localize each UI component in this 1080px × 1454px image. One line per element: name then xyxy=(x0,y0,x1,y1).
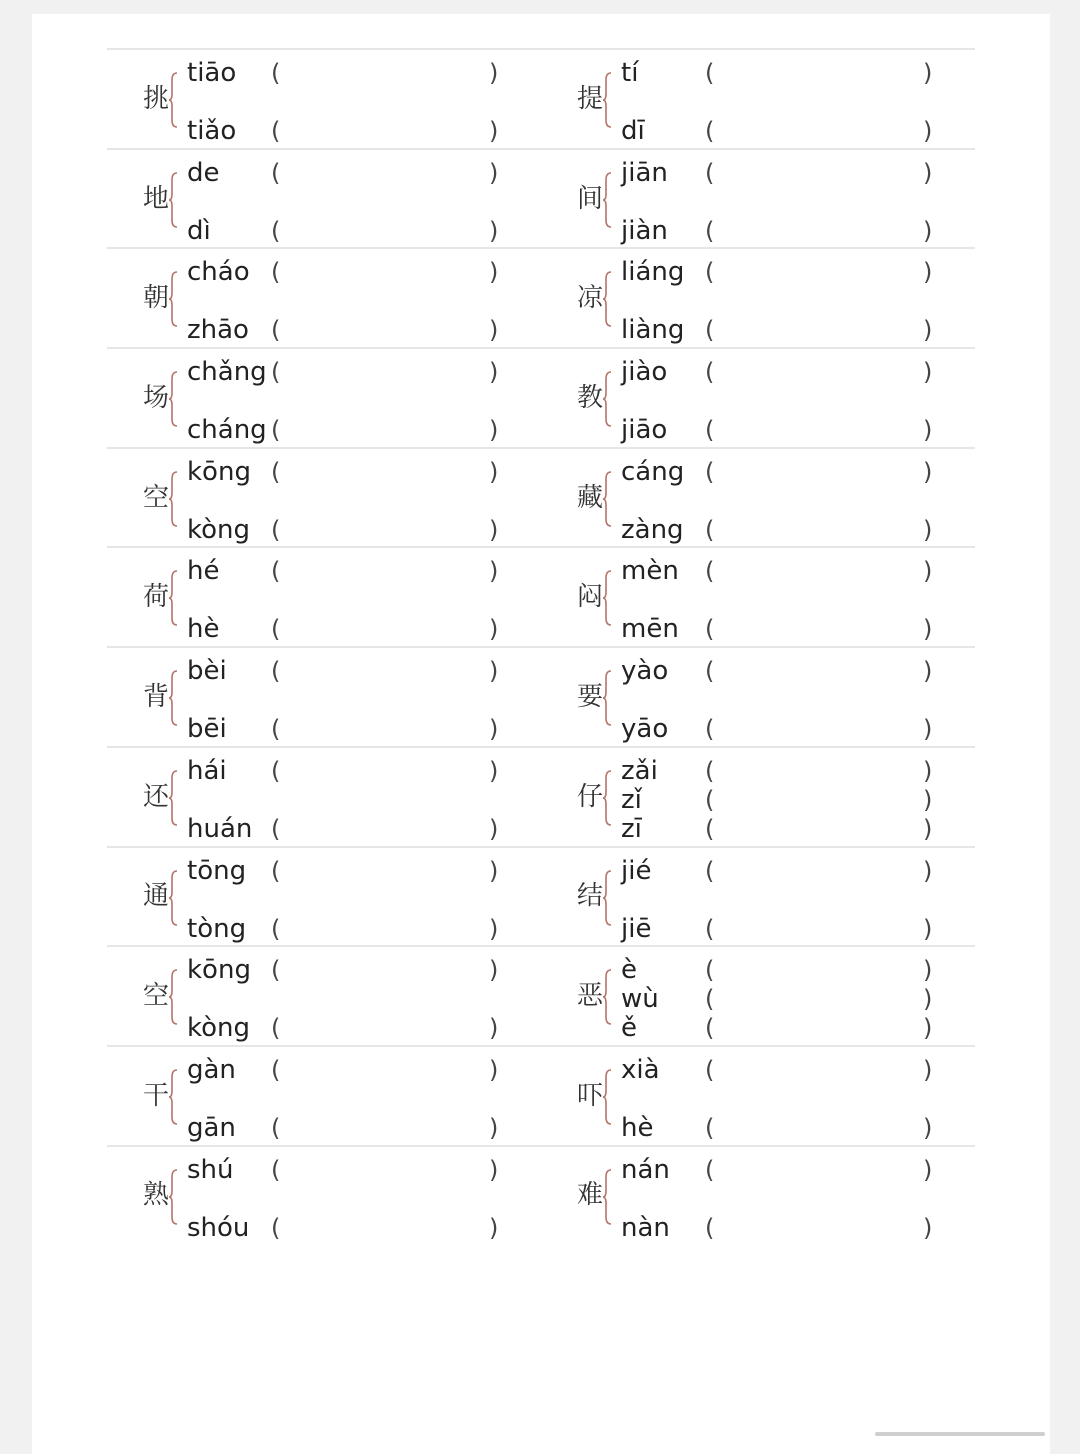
pinyin-reading: zī xyxy=(621,813,642,844)
pinyin-reading: zàng xyxy=(621,514,684,545)
answer-blank-close[interactable]: ) xyxy=(489,117,499,145)
answer-blank-open[interactable]: ( xyxy=(271,358,281,387)
answer-blank-close[interactable]: ) xyxy=(923,756,933,785)
answer-blank-open[interactable]: ( xyxy=(705,59,715,87)
pinyin-reading: xià xyxy=(621,1054,660,1085)
answer-blank-close[interactable]: ) xyxy=(923,1155,933,1184)
character: 凉 xyxy=(577,283,604,314)
pinyin-reading: wù xyxy=(621,984,659,1015)
pinyin-reading: kōng xyxy=(187,955,251,986)
answer-blank-close[interactable]: ) xyxy=(489,715,499,744)
answer-blank-close[interactable]: ) xyxy=(923,657,933,686)
pinyin-reading: cháng xyxy=(187,415,267,446)
answer-blank-open[interactable]: ( xyxy=(271,557,281,586)
answer-blank-open[interactable]: ( xyxy=(705,856,715,885)
answer-blank-close[interactable]: ) xyxy=(489,515,499,544)
answer-blank-close[interactable]: ) xyxy=(923,416,933,445)
polyphone-entry xyxy=(541,50,975,148)
answer-blank-close[interactable]: ) xyxy=(923,956,933,985)
answer-blank-open[interactable]: ( xyxy=(271,158,281,187)
pinyin-reading: jiàn xyxy=(621,215,668,246)
brace-icon xyxy=(603,371,613,427)
answer-blank-open[interactable]: ( xyxy=(705,1113,715,1142)
answer-blank-open[interactable]: ( xyxy=(271,117,281,145)
polyphone-entry xyxy=(107,50,541,148)
answer-blank-close[interactable]: ) xyxy=(489,756,499,785)
polyphone-entry xyxy=(541,1147,975,1245)
pinyin-reading: jiāo xyxy=(621,415,668,446)
answer-blank-open[interactable]: ( xyxy=(705,914,715,943)
brace-icon xyxy=(603,271,613,327)
pinyin-reading: mèn xyxy=(621,556,679,587)
answer-blank-open[interactable]: ( xyxy=(705,785,715,814)
polyphone-entry xyxy=(107,848,541,946)
answer-blank-close[interactable]: ) xyxy=(923,316,933,345)
table-row xyxy=(107,846,975,946)
polyphone-entry xyxy=(541,848,975,946)
answer-blank-close[interactable]: ) xyxy=(923,1055,933,1084)
answer-blank-open[interactable]: ( xyxy=(271,216,281,245)
answer-blank-open[interactable]: ( xyxy=(705,117,715,145)
polyphone-entry xyxy=(541,648,975,746)
answer-blank-open[interactable]: ( xyxy=(271,1055,281,1084)
answer-blank-open[interactable]: ( xyxy=(705,1055,715,1084)
answer-blank-open[interactable]: ( xyxy=(705,258,715,287)
answer-blank-open[interactable]: ( xyxy=(271,715,281,744)
answer-blank-close[interactable]: ) xyxy=(923,59,933,87)
answer-blank-close[interactable]: ) xyxy=(923,785,933,814)
answer-blank-close[interactable]: ) xyxy=(489,856,499,885)
brace-icon xyxy=(169,371,179,427)
table-row xyxy=(107,1045,975,1145)
table-row xyxy=(107,546,975,646)
polyphone-entry xyxy=(107,947,541,1045)
answer-blank-open[interactable]: ( xyxy=(271,457,281,486)
answer-blank-open[interactable]: ( xyxy=(705,657,715,686)
brace-icon xyxy=(603,471,613,527)
scroll-indicator xyxy=(875,1432,1045,1436)
polyphone-entry xyxy=(541,150,975,248)
brace-icon xyxy=(169,471,179,527)
pinyin-reading: cháo xyxy=(187,257,250,288)
answer-blank-open[interactable]: ( xyxy=(271,316,281,345)
pinyin-reading: tiǎo xyxy=(187,116,237,146)
answer-blank-close[interactable]: ) xyxy=(923,615,933,644)
answer-blank-close[interactable]: ) xyxy=(489,914,499,943)
table-row xyxy=(107,48,975,148)
pinyin-reading: hè xyxy=(621,1112,654,1143)
polyphone-table xyxy=(107,48,975,1244)
polyphone-entry xyxy=(107,748,541,846)
polyphone-entry xyxy=(541,249,975,347)
brace-icon xyxy=(169,271,179,327)
answer-blank-open[interactable]: ( xyxy=(705,216,715,245)
polyphone-entry xyxy=(107,449,541,547)
character: 还 xyxy=(143,781,170,812)
brace-icon xyxy=(169,570,179,626)
polyphone-entry xyxy=(107,249,541,347)
pinyin-reading: cáng xyxy=(621,456,685,487)
polyphone-entry xyxy=(107,1147,541,1245)
answer-blank-open[interactable]: ( xyxy=(705,1213,715,1242)
answer-blank-open[interactable]: ( xyxy=(271,914,281,943)
character: 闷 xyxy=(577,582,604,613)
answer-blank-close[interactable]: ) xyxy=(923,814,933,843)
character: 通 xyxy=(143,881,170,912)
brace-icon xyxy=(603,1169,613,1225)
brace-icon xyxy=(603,770,613,826)
pinyin-reading: jiē xyxy=(621,913,652,944)
pinyin-reading: tòng xyxy=(187,913,247,944)
answer-blank-open[interactable]: ( xyxy=(705,756,715,785)
answer-blank-open[interactable]: ( xyxy=(271,1014,281,1043)
pinyin-reading: nán xyxy=(621,1154,670,1185)
answer-blank-close[interactable]: ) xyxy=(923,914,933,943)
brace-icon xyxy=(603,72,613,128)
pinyin-reading: de xyxy=(187,157,220,188)
pinyin-reading: gàn xyxy=(187,1054,236,1085)
table-row xyxy=(107,447,975,547)
answer-blank-open[interactable]: ( xyxy=(705,416,715,445)
answer-blank-open[interactable]: ( xyxy=(705,814,715,843)
pinyin-reading: kòng xyxy=(187,514,251,545)
answer-blank-close[interactable]: ) xyxy=(923,1213,933,1242)
pinyin-reading: ě xyxy=(621,1013,637,1044)
pinyin-reading: jiān xyxy=(621,157,668,188)
polyphone-entry xyxy=(541,1047,975,1145)
brace-icon xyxy=(169,72,179,128)
character: 空 xyxy=(143,482,170,513)
table-row xyxy=(107,247,975,347)
answer-blank-close[interactable]: ) xyxy=(489,258,499,287)
character: 教 xyxy=(577,382,604,413)
pinyin-reading: zhāo xyxy=(187,315,249,346)
pinyin-reading: nàn xyxy=(621,1212,670,1243)
answer-blank-open[interactable]: ( xyxy=(271,59,281,87)
character: 空 xyxy=(143,981,170,1012)
polyphone-entry xyxy=(107,1047,541,1145)
pinyin-reading: jiào xyxy=(621,357,668,388)
answer-blank-close[interactable]: ) xyxy=(489,814,499,843)
answer-blank-open[interactable]: ( xyxy=(705,956,715,985)
pinyin-reading: kōng xyxy=(187,456,251,487)
brace-icon xyxy=(603,1069,613,1125)
table-row xyxy=(107,148,975,248)
polyphone-entry xyxy=(541,548,975,646)
polyphone-entry xyxy=(541,349,975,447)
answer-blank-close[interactable]: ) xyxy=(489,216,499,245)
table-row xyxy=(107,347,975,447)
character: 地 xyxy=(143,183,170,214)
brace-icon xyxy=(603,172,613,228)
answer-blank-close[interactable]: ) xyxy=(489,316,499,345)
answer-blank-open[interactable]: ( xyxy=(271,1155,281,1184)
answer-blank-close[interactable]: ) xyxy=(489,1113,499,1142)
answer-blank-close[interactable]: ) xyxy=(923,557,933,586)
polyphone-entry xyxy=(107,150,541,248)
pinyin-reading: liàng xyxy=(621,315,685,346)
answer-blank-close[interactable]: ) xyxy=(923,515,933,544)
pinyin-reading: bēi xyxy=(187,714,227,745)
polyphone-entry xyxy=(107,349,541,447)
answer-blank-close[interactable]: ) xyxy=(489,358,499,387)
brace-icon xyxy=(169,1169,179,1225)
character: 恶 xyxy=(577,981,604,1012)
brace-icon xyxy=(169,870,179,926)
character: 吓 xyxy=(577,1080,604,1111)
pinyin-reading: kòng xyxy=(187,1013,251,1044)
brace-icon xyxy=(169,969,179,1025)
pinyin-reading: zǎi xyxy=(621,755,658,786)
answer-blank-close[interactable]: ) xyxy=(489,457,499,486)
character: 场 xyxy=(143,382,170,413)
answer-blank-open[interactable]: ( xyxy=(271,258,281,287)
answer-blank-open[interactable]: ( xyxy=(705,515,715,544)
answer-blank-open[interactable]: ( xyxy=(271,814,281,843)
pinyin-reading: hè xyxy=(187,614,220,645)
brace-icon xyxy=(603,969,613,1025)
answer-blank-close[interactable]: ) xyxy=(489,657,499,686)
answer-blank-open[interactable]: ( xyxy=(271,1213,281,1242)
pinyin-reading: hái xyxy=(187,755,227,786)
pinyin-reading: jié xyxy=(621,855,652,886)
character: 结 xyxy=(577,881,604,912)
character: 挑 xyxy=(143,83,170,114)
pinyin-reading: yào xyxy=(621,656,669,687)
answer-blank-open[interactable]: ( xyxy=(271,416,281,445)
answer-blank-close[interactable]: ) xyxy=(923,358,933,387)
answer-blank-close[interactable]: ) xyxy=(923,1113,933,1142)
pinyin-reading: chǎng xyxy=(187,357,267,388)
pinyin-reading: hé xyxy=(187,556,220,587)
answer-blank-close[interactable]: ) xyxy=(489,1014,499,1043)
answer-blank-open[interactable]: ( xyxy=(705,615,715,644)
character: 间 xyxy=(577,183,604,214)
answer-blank-close[interactable]: ) xyxy=(489,615,499,644)
character: 要 xyxy=(577,681,604,712)
answer-blank-open[interactable]: ( xyxy=(271,856,281,885)
brace-icon xyxy=(603,870,613,926)
character: 提 xyxy=(577,83,604,114)
polyphone-entry xyxy=(541,947,975,1045)
answer-blank-open[interactable]: ( xyxy=(705,1155,715,1184)
answer-blank-close[interactable]: ) xyxy=(923,117,933,145)
pinyin-reading: yāo xyxy=(621,714,669,745)
character: 朝 xyxy=(143,283,170,314)
character: 背 xyxy=(143,681,170,712)
answer-blank-open[interactable]: ( xyxy=(705,985,715,1014)
answer-blank-open[interactable]: ( xyxy=(705,358,715,387)
brace-icon xyxy=(603,570,613,626)
pinyin-reading: tiāo xyxy=(187,58,237,88)
answer-blank-close[interactable]: ) xyxy=(489,1213,499,1242)
brace-icon xyxy=(169,172,179,228)
pinyin-reading: gān xyxy=(187,1112,236,1143)
answer-blank-open[interactable]: ( xyxy=(271,1113,281,1142)
answer-blank-close[interactable]: ) xyxy=(489,59,499,87)
answer-blank-open[interactable]: ( xyxy=(271,657,281,686)
pinyin-reading: huán xyxy=(187,813,253,844)
answer-blank-open[interactable]: ( xyxy=(705,316,715,345)
answer-blank-open[interactable]: ( xyxy=(271,515,281,544)
answer-blank-close[interactable]: ) xyxy=(489,956,499,985)
answer-blank-close[interactable]: ) xyxy=(489,1155,499,1184)
table-row xyxy=(107,646,975,746)
pinyin-reading: shóu xyxy=(187,1212,250,1243)
character: 熟 xyxy=(143,1180,170,1211)
polyphone-entry xyxy=(107,648,541,746)
pinyin-reading: è xyxy=(621,955,637,986)
answer-blank-open[interactable]: ( xyxy=(271,756,281,785)
pinyin-reading: shú xyxy=(187,1154,234,1185)
polyphone-entry xyxy=(541,449,975,547)
pinyin-reading: zǐ xyxy=(621,784,642,815)
brace-icon xyxy=(169,770,179,826)
answer-blank-close[interactable]: ) xyxy=(489,557,499,586)
character: 仔 xyxy=(577,781,604,812)
answer-blank-open[interactable]: ( xyxy=(705,1014,715,1043)
answer-blank-close[interactable]: ) xyxy=(489,1055,499,1084)
character: 荷 xyxy=(143,582,170,613)
character: 干 xyxy=(143,1080,170,1111)
table-row xyxy=(107,1145,975,1245)
pinyin-reading: dì xyxy=(187,215,211,246)
answer-blank-close[interactable]: ) xyxy=(923,715,933,744)
pinyin-reading: mēn xyxy=(621,614,679,645)
pinyin-reading: liáng xyxy=(621,257,685,288)
answer-blank-close[interactable]: ) xyxy=(489,416,499,445)
answer-blank-open[interactable]: ( xyxy=(705,457,715,486)
answer-blank-open[interactable]: ( xyxy=(271,615,281,644)
table-row xyxy=(107,945,975,1045)
answer-blank-close[interactable]: ) xyxy=(489,158,499,187)
brace-icon xyxy=(603,670,613,726)
brace-icon xyxy=(169,1069,179,1125)
answer-blank-open[interactable]: ( xyxy=(271,956,281,985)
pinyin-reading: bèi xyxy=(187,656,227,687)
brace-icon xyxy=(169,670,179,726)
character: 藏 xyxy=(577,482,604,513)
pinyin-reading: tí xyxy=(621,58,639,88)
answer-blank-open[interactable]: ( xyxy=(705,715,715,744)
answer-blank-close[interactable]: ) xyxy=(923,1014,933,1043)
answer-blank-close[interactable]: ) xyxy=(923,258,933,287)
answer-blank-close[interactable]: ) xyxy=(923,457,933,486)
answer-blank-open[interactable]: ( xyxy=(705,158,715,187)
polyphone-entry xyxy=(541,748,975,846)
table-row xyxy=(107,746,975,846)
character: 难 xyxy=(577,1180,604,1211)
answer-blank-close[interactable]: ) xyxy=(923,985,933,1014)
pinyin-reading: tōng xyxy=(187,855,247,886)
pinyin-reading: dī xyxy=(621,116,645,146)
answer-blank-close[interactable]: ) xyxy=(923,216,933,245)
answer-blank-close[interactable]: ) xyxy=(923,158,933,187)
polyphone-entry xyxy=(107,548,541,646)
answer-blank-open[interactable]: ( xyxy=(705,557,715,586)
answer-blank-close[interactable]: ) xyxy=(923,856,933,885)
